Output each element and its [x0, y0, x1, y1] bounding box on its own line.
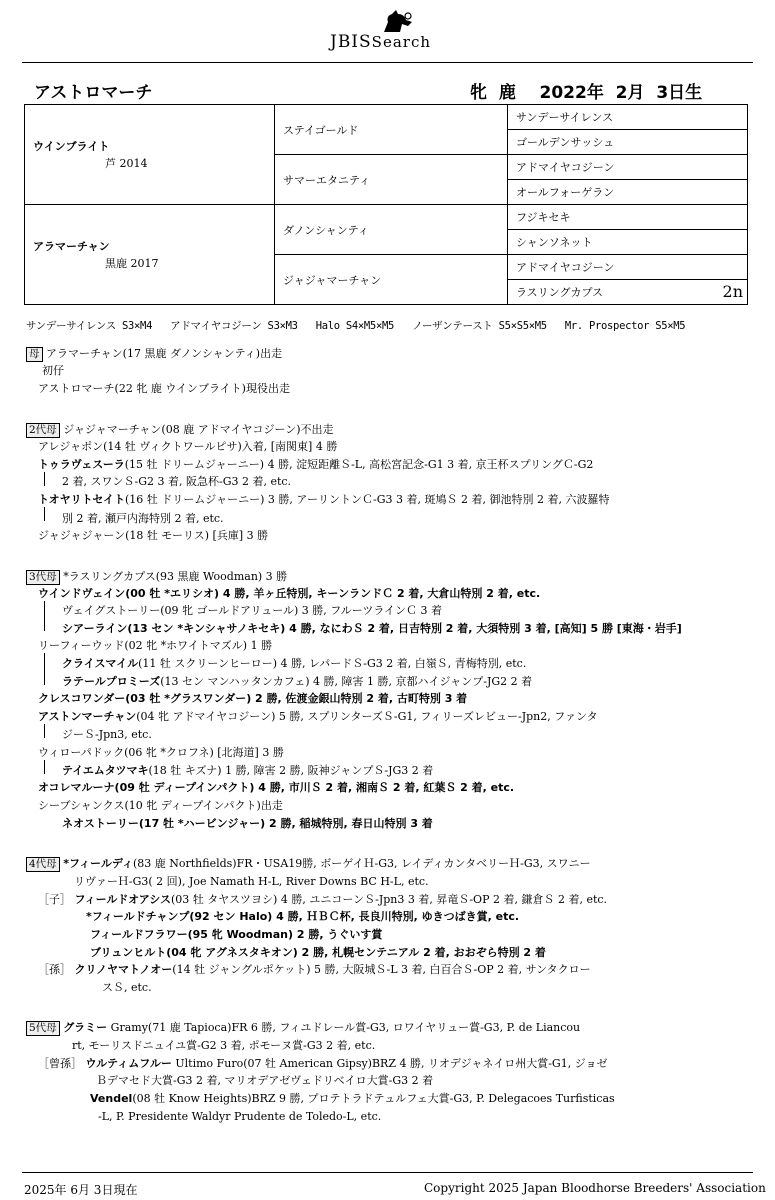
section-tag: 2代母 [26, 423, 60, 438]
g4-line: ［子］ フィールドオアシス(03 牡 タヤスツヨシ) 4 勝, ユニコーンＳ-Jpn3 3 着, 昇竜Ｓ-OP 2 着, 鎌倉Ｓ 2 着, etc. [38, 893, 608, 906]
g4-line: ［孫］ クリノヤマトノオー(14 牡 ジャングルポケット) 5 勝, 大阪城Ｓ-L 3 着, 白百合Ｓ-OP 2 着, サンタクロー [38, 963, 591, 976]
ggp-2[interactable]: ゴールデンサッシュ [508, 130, 748, 155]
g3-section-head: 3代母 *ラスリングカプス(93 黒鹿 Woodman) 3 勝 [26, 569, 287, 585]
g3-line: シアーライン(13 セン *キンシャサノキセキ) 4 勝, なにわＳ 2 着, 日吉特別 2 着, 大須特別 3 着, [高知] 5 勝 [東海・岩手] [62, 622, 682, 635]
g2-line: トオヤリトセイト(16 牡 ドリームジャーニー) 3 勝, アーリントンＣ-G3 3 着, 斑鳩Ｓ 2 着, 御池特別 2 着, 六波羅特 [38, 493, 610, 506]
g4-line: スＳ, etc. [102, 981, 152, 994]
g4-line: ブリュンヒルト(04 牝 アグネスタキオン) 2 勝, 札幌センテニアル 2 着, おおぞら特別 2 着 [90, 946, 546, 959]
g5-section-head: 5代母 グラミー Gramy(71 鹿 Tapioca)FR 6 勝, フィユドレール賞-G3, ロワイヤリュー賞-G3, P. de Liancou [26, 1020, 580, 1036]
tree-bar [44, 507, 45, 521]
ggp-1[interactable]: サンデーサイレンス [508, 105, 748, 130]
g4-line: リヴァーＨ-G3( 2 回), Joe Namath H-L, River Downs BC H-L, etc. [74, 875, 429, 888]
horse-name: アストロマーチ [34, 83, 153, 103]
section-tag: 5代母 [26, 1021, 60, 1036]
g4-section-head: 4代母 *フィールディ(83 鹿 Northfields)FR・USA19勝, ボーゲイＨ-G3, レイディカンタベリーＨ-G3, スワニー [26, 856, 591, 872]
footer-copyright: Copyright 2025 Japan Bloodhorse Breeders' Association [424, 1181, 766, 1195]
g5-line: Vendel(08 牡 Know Heights)BRZ 9 勝, プロテトラドテュルフェ大賞-G3, P. Delegacoes Turfisticas [90, 1092, 615, 1105]
logo-text: JBISSearch [330, 32, 431, 52]
dam-dam[interactable]: ジャジャマーチャン [275, 255, 508, 305]
g3-line: ヴェイグストーリー(09 牝 ゴールドアリュール) 3 勝, フルーツラインＣ 3 着 [62, 604, 443, 617]
footer-date: 2025年 6月 3日現在 [24, 1183, 138, 1197]
dam-sire[interactable]: ダノンシャンティ [275, 205, 508, 255]
g3-line: アストンマーチャン(04 牝 アドマイヤコジーン) 5 勝, スプリンターズＳ-G1, フィリーズレビュー-Jpn2, ファンタ [38, 710, 598, 723]
g3-line: シーブシャンクス(10 牝 ディープインパクト)出走 [38, 799, 283, 812]
dam-line: アストロマーチ(22 牝 鹿 ウインブライト)現役出走 [38, 382, 290, 395]
g2-line: 別 2 着, 瀬戸内海特別 2 着, etc. [62, 512, 224, 525]
tree-bar [44, 724, 45, 738]
jbis-logo[interactable] [330, 8, 460, 53]
ggp-4[interactable]: オールフォーゲラン [508, 180, 748, 205]
tree-bar [44, 760, 45, 774]
g3-line: ジーＳ-Jpn3, etc. [62, 728, 152, 741]
chromosome-label: 2n [722, 282, 743, 301]
sire-sire[interactable]: ステイゴールド [275, 105, 508, 155]
sire-dam[interactable]: サマーエタニティ [275, 155, 508, 205]
dam-cell [25, 205, 275, 305]
g2-line: アレジャポン(14 牡 ヴィクトワールピサ)入着, [南関東] 4 勝 [38, 440, 338, 453]
dam-section-head: 母 アラマーチャン(17 黒鹿 ダノンシャンティ)出走 [26, 346, 282, 362]
g3-line: クライスマイル(11 牡 スクリーンヒーロー) 4 勝, レパードＳ-G3 2 着, 白嶺Ｓ, 青梅特別, etc. [62, 657, 527, 670]
sire-cell [25, 105, 275, 205]
ggp-8[interactable]: ラスリングカプス 2n [508, 280, 748, 305]
g3-line: ネオストーリー(17 牡 *ハービンジャー) 2 勝, 稲城特別, 春日山特別 3 着 [62, 817, 433, 830]
dam-name[interactable]: アラマーチャン [33, 240, 110, 253]
dam-detail: 黒鹿 2017 [105, 257, 159, 270]
g5-line: Ｂデマセド大賞-G3 2 着, マリオデアゼヴェドリベイロ大賞-G3 2 着 [96, 1074, 434, 1087]
g5-line: rt, モーリスドニュイユ賞-G2 3 着, ポモーヌ賞-G3 2 着, etc. [72, 1039, 376, 1052]
g3-line: オコレマルーナ(09 牡 ディープインパクト) 4 勝, 市川Ｓ 2 着, 湘南Ｓ 2 着, 紅葉Ｓ 2 着, etc. [38, 781, 515, 794]
ggp-3[interactable]: アドマイヤコジーン [508, 155, 748, 180]
inbreeding-line: サンデーサイレンス S3×M4 アドマイヤコジーン S3×M3 Halo S4×M5×M5 ノーザンテースト S5×S5×M5 Mr. Prospector S5×M5 [26, 320, 686, 332]
section-tag: 3代母 [26, 570, 60, 585]
ggp-7[interactable]: アドマイヤコジーン [508, 255, 748, 280]
g2-line: トゥラヴェスーラ(15 牡 ドリームジャーニー) 4 勝, 淀短距離Ｓ-L, 高松宮記念-G1 3 着, 京王杯スプリングＣ-G2 [38, 458, 594, 471]
g4-line: フィールドフラワー(95 牝 Woodman) 2 勝, うぐいす賞 [90, 928, 383, 941]
sire-name[interactable]: ウインブライト [33, 140, 110, 153]
g2-line: 2 着, スワンＳ-G2 3 着, 阪急杯-G3 2 着, etc. [62, 475, 292, 488]
ggp-5[interactable]: フジキセキ [508, 205, 748, 230]
header-divider [22, 62, 753, 63]
g2-section-head: 2代母 ジャジャマーチャン(08 鹿 アドマイヤコジーン)不出走 [26, 422, 334, 438]
g5-line: -L, P. Presidente Waldyr Prudente de Toledo-L, etc. [98, 1110, 382, 1123]
g3-line: ウィローパドック(06 牝 *クロフネ) [北海道] 3 勝 [38, 746, 284, 759]
tree-bar [44, 601, 45, 631]
section-tag: 4代母 [26, 857, 60, 872]
g3-line: ウインドヴェイン(00 牡 *エリシオ) 4 勝, 羊ヶ丘特別, キーンランドＣ 2 着, 大倉山特別 2 着, etc. [38, 587, 541, 600]
tree-bar [44, 472, 45, 486]
section-tag: 母 [26, 347, 43, 362]
g3-line: テイエムタツマキ(18 牡 キズナ) 1 勝, 障害 2 勝, 阪神ジャンプＳ-JG3 2 着 [62, 764, 434, 777]
g3-line: リーフィーウッド(02 牝 *ホワイトマズル) 1 勝 [38, 639, 273, 652]
ggp-6[interactable]: シャンソネット [508, 230, 748, 255]
g4-line: *フィールドチャンプ(92 セン Halo) 4 勝, ＨＢＣ杯, 長良川特別, ゆきつばき賞, etc. [86, 910, 520, 923]
g2-line: ジャジャジャーン(18 牡 モーリス) [兵庫] 3 勝 [38, 529, 269, 542]
sire-detail: 芦 2014 [105, 157, 148, 170]
horse-info: 牝 鹿 2022年 2月 3日生 [470, 83, 703, 103]
dam-line: 初仔 [42, 364, 64, 377]
pedigree-table [24, 104, 748, 305]
g3-line: ラテールプロミーズ(13 セン マンハッタンカフェ) 4 勝, 障害 1 勝, 京都ハイジャンプ-JG2 2 着 [62, 675, 533, 688]
g3-line: クレスコワンダー(03 牡 *グラスワンダー) 2 勝, 佐渡金銀山特別 2 着, 古町特別 3 着 [38, 692, 468, 705]
horse-logo-icon [378, 8, 418, 34]
tree-bar [44, 653, 45, 685]
g5-line: ［曾孫］ ウルティムフルー Ultimo Furo(07 牡 American Gipsy)BRZ 4 勝, リオデジャネイロ州大賞-G1, ジョゼ [38, 1057, 608, 1070]
footer-divider [22, 1172, 753, 1173]
